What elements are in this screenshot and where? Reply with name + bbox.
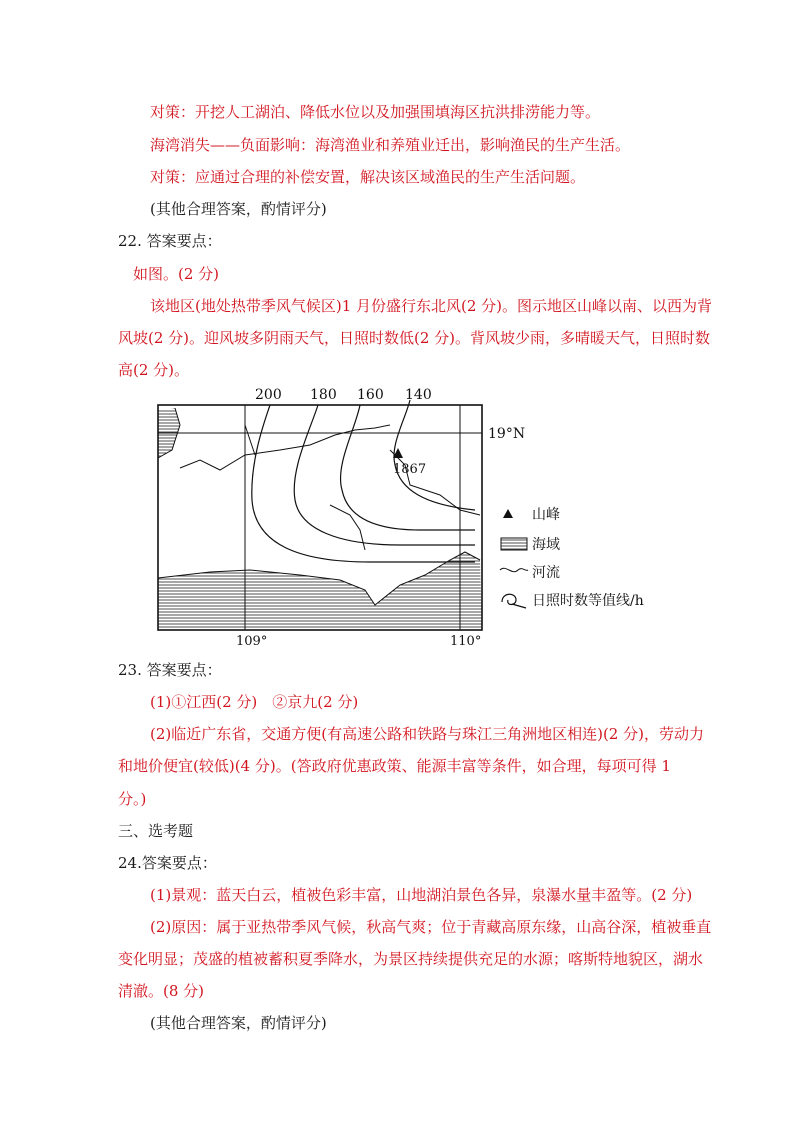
text-line: 变化明显；茂盛的植被蓄积夏季降水，为景区持续提供充足的水源；喀斯特地貌区，湖水 — [118, 950, 704, 968]
text-line: (2)原因：属于亚热带季风气候，秋高气爽；位于青藏高原东缘，山高谷深，植被垂直 — [150, 918, 712, 936]
legend-sea-label: 海域 — [532, 537, 560, 553]
text-line: 高(2 分)。 — [118, 361, 190, 379]
text-line: (1)景观：蓝天白云，植被色彩丰富，山地湖泊景色各异，泉瀑水量丰盈等。(2 分) — [150, 886, 693, 904]
text-line: 海湾消失——负面影响：海湾渔业和养殖业迁出，影响渔民的生产生活。 — [150, 136, 631, 154]
legend-river-label: 河流 — [532, 565, 560, 581]
isoline-label: 160 — [357, 387, 384, 403]
text-line: 和地价便宜(较低)(4 分)。(答政府优惠政策、能源丰富等条件，如合理，每项可得 1 — [118, 757, 671, 775]
legend-isoline-label: 日照时数等值线/h — [532, 593, 644, 609]
text-line: (1)①江西(2 分) ②京九(2 分) — [150, 693, 359, 711]
legend-river-icon — [500, 568, 528, 571]
longitude-label: 109° — [236, 634, 268, 645]
isoline-label: 140 — [405, 387, 432, 403]
text-line: (其他合理答案，酌情评分) — [150, 200, 327, 218]
text-line: 分。) — [118, 790, 147, 808]
legend-sea-icon — [501, 538, 527, 550]
text-line: (其他合理答案，酌情评分) — [150, 1014, 327, 1032]
legend-peak-icon — [503, 509, 513, 518]
longitude-label: 110° — [450, 634, 482, 645]
sea-area-south — [158, 552, 482, 630]
isoline-label: 180 — [310, 387, 337, 403]
legend-isoline-icon — [502, 594, 526, 608]
text-line: 该地区(地处热带季风气候区)1 月份盛行东北风(2 分)。图示地区山峰以南、以西为背 — [150, 297, 713, 315]
legend — [500, 507, 644, 609]
sunshine-isolines — [252, 400, 475, 562]
question-heading: 23. 答案要点： — [118, 661, 222, 679]
text-line: 清澈。(8 分) — [118, 982, 205, 1000]
legend-peak-label: 山峰 — [532, 507, 560, 523]
section-heading: 三、选考题 — [118, 822, 194, 840]
text-line: 对策：应通过合理的补偿安置，解决该区域渔民的生产生活问题。 — [150, 168, 586, 186]
text-line: 风坡(2 分)。迎风坡多阴雨天气，日照时数低(2 分)。背风坡少雨，多晴暖天气，日照时数 — [118, 329, 711, 347]
peak-elevation: 1867 — [393, 462, 427, 477]
isoline-label: 200 — [255, 387, 282, 403]
text-line: (2)临近广东省，交通方便(有高速公路和铁路与珠江三角洲地区相连)(2 分)，劳动力 — [150, 725, 704, 743]
text-line: 对策：开挖人工湖泊、降低水位以及加强围填海区抗洪排涝能力等。 — [150, 103, 601, 121]
isoline-200 — [252, 405, 475, 562]
rivers — [180, 425, 480, 550]
question-heading: 24.答案要点： — [118, 854, 217, 872]
question-heading: 22. 答案要点： — [118, 232, 222, 250]
sunshine-isoline-map — [150, 380, 670, 645]
text-line: 如图。(2 分) — [133, 265, 220, 283]
latitude-label: 19°N — [488, 426, 526, 442]
